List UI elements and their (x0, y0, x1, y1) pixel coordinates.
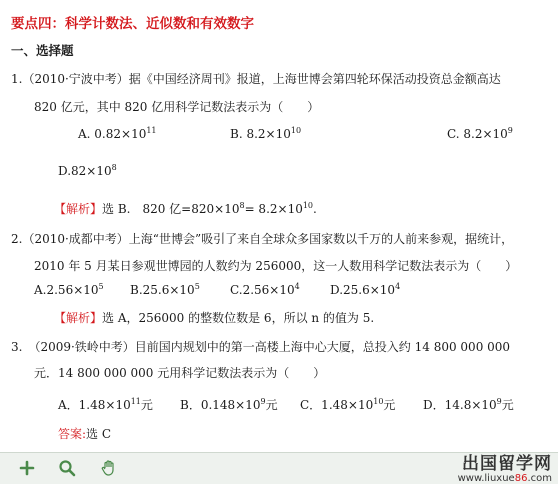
plus-icon[interactable] (16, 457, 38, 479)
magnifier-icon[interactable] (56, 457, 78, 479)
q2-option-c: $C.2.56\times 10^4$ (230, 282, 300, 297)
q1-analysis: 【解析】选 B. 820 亿$=820\times 10^8= 8.2\times 10^{10}$. (54, 201, 317, 216)
section-heading: 一、选择题 (11, 43, 74, 58)
q3-option-d: D．$14.8\times 10^9$元 (423, 397, 514, 412)
q2-option-d: $D.25.6\times 10^4$ (330, 282, 401, 297)
q2-option-a: $A.2.56\times 10^5$ (34, 282, 104, 297)
logo-text: 出国留学网 (462, 454, 552, 474)
q3-line1: 3. （2009·铁岭中考）目前国内规划中的第一高楼上海中心大厦，总投入约 14 800 000 000 (11, 340, 511, 354)
q3-line2: 元．14 800 000 000 元用科学记数法表示为（ ） (34, 366, 326, 380)
q3-answer: 答案:选 C (58, 427, 112, 441)
q2-line1: 2.（2010·成都中考）上海“世博会”吸引了来自全球众多国家数以千万的人前来参观，据统计， (11, 232, 514, 246)
analysis-tag: 【解析】 (54, 202, 103, 216)
q1-option-a: A. $0.82\times 10^{11}$ (78, 126, 157, 141)
q2-analysis: 【解析】选 A，256000 的整数位数是 6，所以 n 的值为 5. (54, 311, 375, 325)
q1-line2: 820 亿元，其中 820 亿用科学记数法表示为（ ） (34, 100, 320, 114)
q3-option-b: B．$0.148\times 10^9$元 (180, 397, 278, 412)
q1-option-c: C. $8.2\times 10^9$ (447, 126, 513, 141)
q3-option-a: A．$1.48\times 10^{11}$元 (58, 397, 153, 412)
q1-line1: 1.（2010·宁波中考）据《中国经济周刊》报道，上海世博会第四轮环保活动投资总金额高达 (11, 72, 501, 86)
analysis-tag: 【解析】 (54, 311, 103, 325)
q2-line2: 2010 年 5 月某日参观世博园的人数约为 256000，这一人数用科学记数法表示为（ ） (34, 259, 518, 273)
q3-option-c: C．$1.48\times 10^{10}$元 (300, 397, 396, 412)
site-logo (458, 456, 552, 484)
answer-tag: 答案: (58, 427, 87, 441)
q2-option-b: $B.25.6\times 10^5$ (130, 282, 200, 297)
viewer-toolbar (0, 452, 558, 484)
q1-option-b: B. $8.2\times 10^{10}$ (230, 126, 302, 141)
logo-url: www.liuxue86.com (457, 473, 552, 484)
hand-icon[interactable] (98, 457, 120, 479)
page-title: 要点四：科学计数法、近似数和有效数字 (11, 16, 254, 32)
q1-option-d: $D.82\times 10^8$ (58, 163, 117, 178)
